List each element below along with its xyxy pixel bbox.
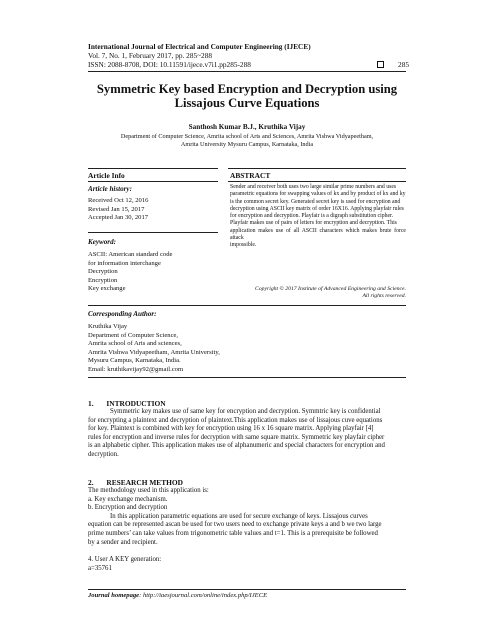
keyword-item: Key exchange xyxy=(88,285,126,292)
accepted-date: Accepted Jan 30, 2017 xyxy=(88,214,149,221)
header-rule xyxy=(88,71,406,72)
journal-name: International Journal of Electrical and Computer Engineering (IJECE) xyxy=(88,42,311,51)
corresponding-bottom-rule xyxy=(88,377,406,378)
paragraph-line: decryption. xyxy=(88,450,119,458)
square-bullet-icon xyxy=(377,61,384,68)
paragraph-line: rules for encryption and inverse rules for decryption with same square matrix. Symmetric key playfair cipher xyxy=(88,433,385,441)
method-list-item: a. Key exchange mechanism. xyxy=(88,495,168,503)
page-number: 285 xyxy=(398,60,409,69)
abstract-line: impossible. xyxy=(230,242,257,249)
step-heading: 4. User A KEY generation: xyxy=(88,556,162,564)
section-number: 2. xyxy=(88,478,94,487)
paragraph-line: prime numbers’ can take values from trigonometric table values and t=1. This is a prerequisite be followed xyxy=(88,529,378,537)
affiliation-line: Department of Computer Science, Amrita school of Arts and Sciences, Amrita Vishwa Vidyapeetham, xyxy=(120,133,374,140)
homepage-label: Journal homepage xyxy=(88,592,140,599)
footer-rule xyxy=(88,589,406,590)
journal-volume: Vol. 7, No. 1, February 2017, pp. 285~288 xyxy=(88,51,213,61)
article-info-heading: Article Info xyxy=(88,171,125,180)
article-history xyxy=(88,197,148,223)
paragraph-line: Symmetric key makes use of same key for encryption and decryption. Symmtric key is confidential xyxy=(110,408,381,415)
affiliation-line: Amrita University Mysuru Campus, Karnataka, India xyxy=(180,141,314,148)
homepage-link[interactable]: : http://iaesjournal.com/online/index.php/IJECE xyxy=(139,592,268,599)
author-line: Department of Computer Science, xyxy=(88,331,179,339)
journal-issn: ISSN: 2088-8708, DOI: 10.11591/ijece.v7i1.pp285-288 xyxy=(88,60,251,70)
keyword-list xyxy=(88,251,172,294)
article-info-rule xyxy=(88,181,218,182)
keyword-item: Decryption xyxy=(88,268,118,275)
abstract-line: Playfair makes use of pairs of letters for encryption and decryption. This xyxy=(230,220,397,227)
keyword-item: Encryption xyxy=(88,276,118,284)
author-line: Kruthika Vijay xyxy=(88,323,128,330)
copyright-line: Copyright © 2017 Institute of Advanced Engineering and Science. xyxy=(255,286,406,292)
authors: Santhosh Kumar B.J., Kruthika Vijay xyxy=(188,123,306,131)
keyword-item: for information interchange xyxy=(88,259,161,267)
section-number: 1. xyxy=(88,399,94,408)
abstract-heading: ABSTRACT xyxy=(230,171,271,180)
abstract-line: application makes use of all ASCII characters which makes brute force attack xyxy=(230,227,406,242)
corresponding-rule xyxy=(88,305,406,306)
page-number-block xyxy=(377,60,409,69)
method-intro: The methodology used in this application is: xyxy=(88,487,209,494)
method-list-item: b. Encryption and decryption xyxy=(88,504,168,512)
author-line: Amrita school of Arts and sciences, xyxy=(88,340,182,347)
key-value: a=35761 xyxy=(88,564,112,572)
title-line: Symmetric Key based Encryption and Decryption using xyxy=(96,82,398,96)
copyright-notice xyxy=(230,286,406,300)
revised-date: Revised Jan 15, 2017 xyxy=(88,205,145,213)
keyword-item: ASCII: American standard code xyxy=(88,251,173,258)
abstract-line: parametric equations for swapping values of kx and by product of kx and ky xyxy=(230,191,406,198)
abstract-line: Sender and receiver both uses two large similar prime numbers and uses xyxy=(230,184,397,190)
abstract-line: is the common secret key. Generated secret key is used for encryption and xyxy=(230,198,401,205)
paper-title xyxy=(88,82,406,111)
keyword-heading: Keyword: xyxy=(88,238,116,246)
section-title: INTRODUCTION xyxy=(106,399,166,408)
paragraph-line: by a sender and recipient. xyxy=(88,538,158,546)
corresponding-author xyxy=(88,323,220,374)
author-email: Email: kruthikavijay92@gmail.com xyxy=(88,365,184,373)
abstract-rule xyxy=(228,181,406,182)
abstract-line: decryption using ASCII key matrix of order 16X16. Applying playfair rules xyxy=(230,205,404,212)
copyright-line: All rights reserved. xyxy=(362,293,406,300)
received-date: Received Oct 12, 2016 xyxy=(88,197,149,204)
paragraph-line: equation can be represented ascan be used for two users need to exchange private keys a and b we two large xyxy=(88,521,382,529)
title-line: Lissajous Curve Equations xyxy=(174,96,320,111)
paragraph-line: In this application parametric equations are used for secure exchange of keys. Lissajous curves xyxy=(110,512,368,520)
paragraph-line: for encrypting a plaintext and decryption of plaintext.This application makes use of lissajous cuve equations xyxy=(88,416,383,424)
method-heading xyxy=(88,478,183,487)
journal-header xyxy=(88,42,311,70)
abstract-top-rule xyxy=(228,168,406,169)
affiliation xyxy=(88,133,406,149)
paragraph-line: for key. Plaintext is combined with key for encryption using 16 x 16 square matrix. Applying playfair [4] xyxy=(88,425,374,433)
paragraph-line: is an alphabetic cipher. This application makes use of alphanumeric and special characters for encryption and xyxy=(88,442,385,450)
section-title: RESEARCH METHOD xyxy=(106,478,183,487)
article-info-top-rule xyxy=(88,168,218,169)
history-heading: Article history: xyxy=(88,185,132,193)
abstract-line: for encryption and decryption. Playfair is a digraph substitution cipher. xyxy=(230,213,394,220)
intro-heading xyxy=(88,399,166,408)
journal-homepage xyxy=(88,592,267,599)
corresponding-heading: Corresponding Author: xyxy=(88,310,157,318)
author-line: Amrita Vishwa Vidyapeetham, Amrita University, xyxy=(88,348,220,356)
keyword-rule xyxy=(88,232,218,233)
intro-paragraph xyxy=(88,408,406,460)
author-line: Mysuru Campus, Karnataka, India. xyxy=(88,357,181,364)
method-body xyxy=(88,487,406,573)
abstract-text xyxy=(230,184,406,250)
